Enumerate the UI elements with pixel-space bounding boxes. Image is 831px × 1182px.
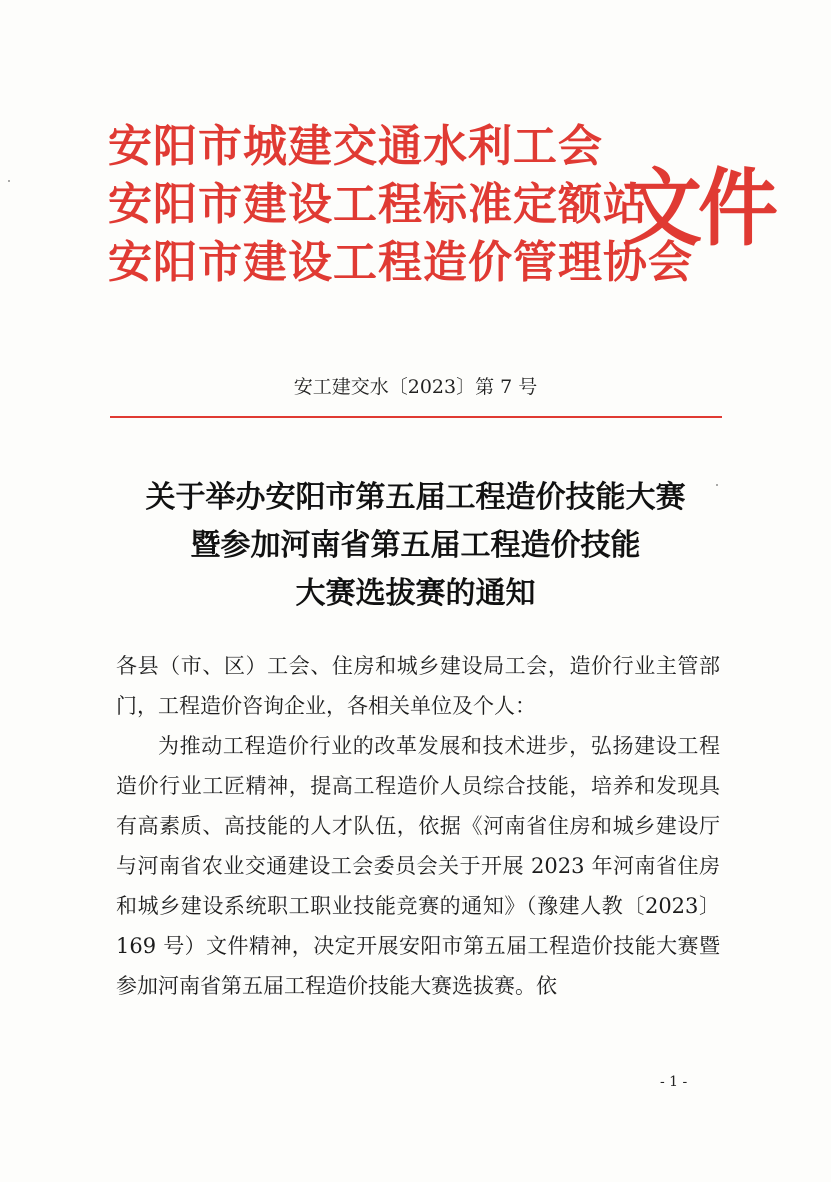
body-paragraph: 为推动工程造价行业的改革发展和技术进步，弘扬建设工程造价行业工匠精神，提高工程造价人员综合技能，培养和发现具有高素质、高技能的人才队伍，依据《河南省住房和城乡建设厅与河南省农业交通建设工会委员会关于开展 2023 年河南省住房和城乡建设系统职工职业技能竞赛的通知》（豫建人教〔2023〕169 号）文件精神，决定开展安阳市第五届工程造价技能大赛暨参加河南省第五届工程造价技能大赛选拔赛。依: [116, 734, 720, 998]
org-name-trade-union: 安阳市城建交通水利工会: [108, 121, 603, 172]
title-line-1: 关于举办安阳市第五届工程造价技能大赛: [145, 480, 686, 515]
issuing-organizations: [108, 118, 693, 292]
red-divider-line: [110, 416, 722, 418]
salutation: 各县（市、区）工会、住房和城乡建设局工会，造价行业主管部门，工程造价咨询企业，各相关单位及个人：: [116, 654, 720, 718]
org-name-quota-station: 安阳市建设工程标准定额站: [108, 179, 648, 230]
document-number: 安工建交水〔2023〕第 7 号: [293, 376, 538, 398]
document-body: [116, 646, 720, 1006]
title-line-2: 暨参加河南省第五届工程造价技能: [190, 528, 641, 563]
scan-speck: [8, 180, 10, 182]
title-line-3: 大赛选拔赛的通知: [295, 576, 536, 611]
org-name-cost-association: 安阳市建设工程造价管理协会: [108, 237, 693, 288]
page-number: - 1 -: [660, 1074, 688, 1090]
document-title: [0, 474, 831, 618]
scan-speck: [716, 484, 718, 486]
document-type-label: 文件: [622, 158, 774, 258]
